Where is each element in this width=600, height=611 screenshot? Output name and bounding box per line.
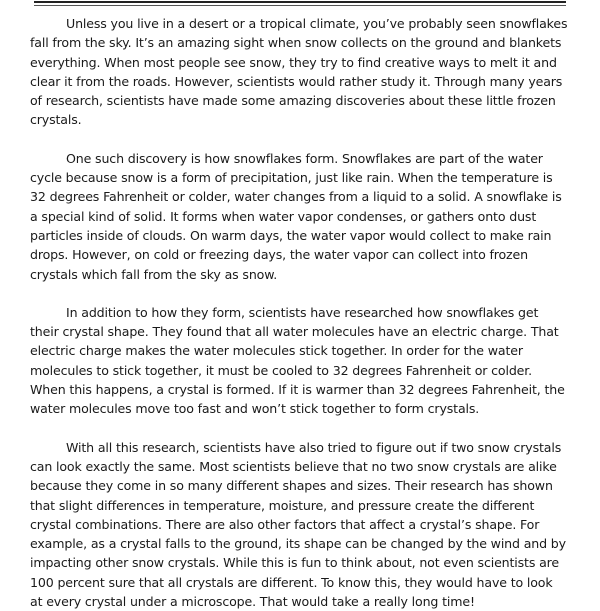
paragraph-formation: One such discovery is how snowflakes form. Snowflakes are part of the water cycle because snow is a form of precipitation, just like rain. When the temperature is 32 degrees Fahrenheit or colder, water changes from a liquid to a solid. A snowflake is a special kind of solid. It forms when water vapor condenses, or gathers onto dust particles inside of clouds. On warm days, the water vapor would collect to make rain drops. However, on cold or freezing days, the water vapor can collect into frozen crystals which fall from the sky as snow.: [30, 150, 562, 282]
paragraph-uniqueness: With all this research, scientists have also tried to figure out if two snow crystals can look exactly the same. Most scientists believe that no two snow crystals are alike because they come in so many different shapes and sizes. Their research has shown that slight differences in temperature, moisture, and pressure create the different crystal combinations. There are also other factors that affect a crystal’s shape. For example, as a crystal falls to the ground, its shape can be changed by the wind and by impacting other snow crystals. While this is fun to think about, not even scientists are 100 percent sure that all crystals are different. To know this, they would have to look at every crystal under a microscope. That would take a really long time!: [30, 439, 566, 610]
paragraph-intro: Unless you live in a desert or a tropical climate, you’ve probably seen snowflakes fall from the sky. It’s an amazing sight when snow collects on the ground and blankets everything. When most people see snow, they try to find creative ways to melt it and clear it from the roads. However, scientists would rather study it. Through many years of research, scientists have made some amazing discoveries about these little frozen crystals.: [30, 16, 568, 128]
reading-passage: [30, 14, 568, 611]
paragraph-crystal-shape: In addition to how they form, scientists have researched how snowflakes get their crystal shape. They found that all water molecules have an electric charge. That electric charge makes the water molecules stick together. In order for the water molecules to stick together, it must be cooled to 32 degrees Fahrenheit or colder. When this happens, a crystal is formed. If it is warmer than 32 degrees Fahrenheit, the water molecules move too fast and won’t stick together to form crystals.: [30, 304, 565, 417]
header-rule-thin: [34, 5, 566, 6]
header-rule: [34, 1, 566, 3]
